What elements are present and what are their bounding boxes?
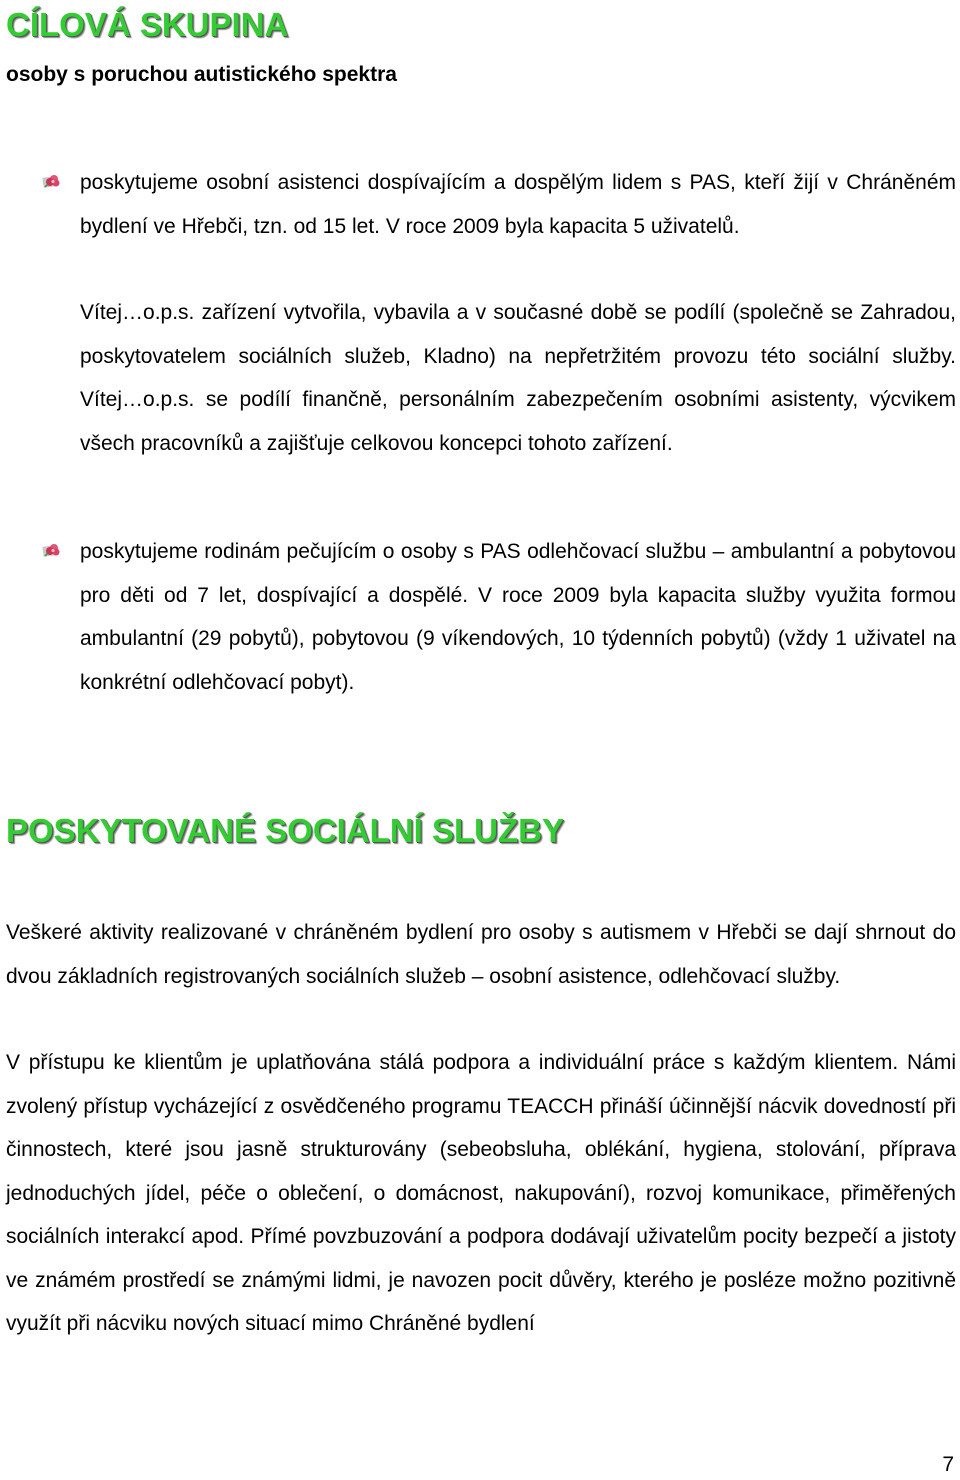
section-heading-services: POSKYTOVANÉ SOCIÁLNÍ SLUŽBY	[6, 812, 565, 849]
services-paragraph-1: Veškeré aktivity realizované v chráněném bydlení pro osoby s autismem v Hřebči se dají shrnout do dvou základních registrovaných sociálních služeb – osobní asistence, odlehčovací služby.	[6, 921, 956, 988]
section-subtitle: osoby s poruchou autistického spektra	[6, 63, 397, 86]
section-heading-target-group: CÍLOVÁ SKUPINA	[6, 6, 289, 43]
services-paragraph-2: V přístupu ke klientům je uplatňována stálá podpora a individuální práce s každým klientem. Námi zvolený přístup vycházející z osvědčeného programu TEACCH přináší účinnější nácvik dovedností při činnostech, které jsou jasně strukturovány (sebeobsluha, oblékání, hygiena, stolování, příprava jednoduchých jídel, péče o oblečení, o domácnost, nakupování), rozvoj komunikace, přiměřených sociálních interakcí apod. Přímé povzbuzování a podpora dodávají uživatelům pocity bezpečí a jistoty ve známém prostředí se známými lidmi, je navozen pocit důvěry, kterého je posléze možno pozitivně využít při nácviku nových situací mimo Chráněné bydlení	[6, 1051, 956, 1335]
bullet1-text: poskytujeme osobní asistenci dospívajícím a dospělým lidem s PAS, kteří žijí v Chráněném bydlení ve Hřebči, tzn. od 15 let. V roce 2009 byla kapacita 5 uživatelů.	[80, 171, 956, 238]
flower-bullet-icon	[42, 172, 62, 190]
bullet1-continuation: Vítej…o.p.s. zařízení vytvořila, vybavila a v současné době se podílí (společně se Zahradou, poskytovatelem sociálních služeb, Kladno) na nepřetržitém provozu této sociální služby. Vítej…o.p.s. se podílí finančně, personálním zabezpečením osobními asistenty, výcvikem všech pracovníků a zajišťuje celkovou koncepci tohoto zařízení.	[80, 301, 956, 455]
flower-bullet-icon	[42, 541, 62, 559]
bullet2-text: poskytujeme rodinám pečujícím o osoby s PAS odlehčovací službu – ambulantní a pobytovou pro děti od 7 let, dospívající a dospělé. V roce 2009 byla kapacita služby využita formou ambulantní (29 pobytů), pobytovou (9 víkendových, 10 týdenních pobytů) (vždy 1 uživatel na konkrétní odlehčovací pobyt).	[80, 540, 956, 694]
page-number: 7	[942, 1453, 954, 1476]
